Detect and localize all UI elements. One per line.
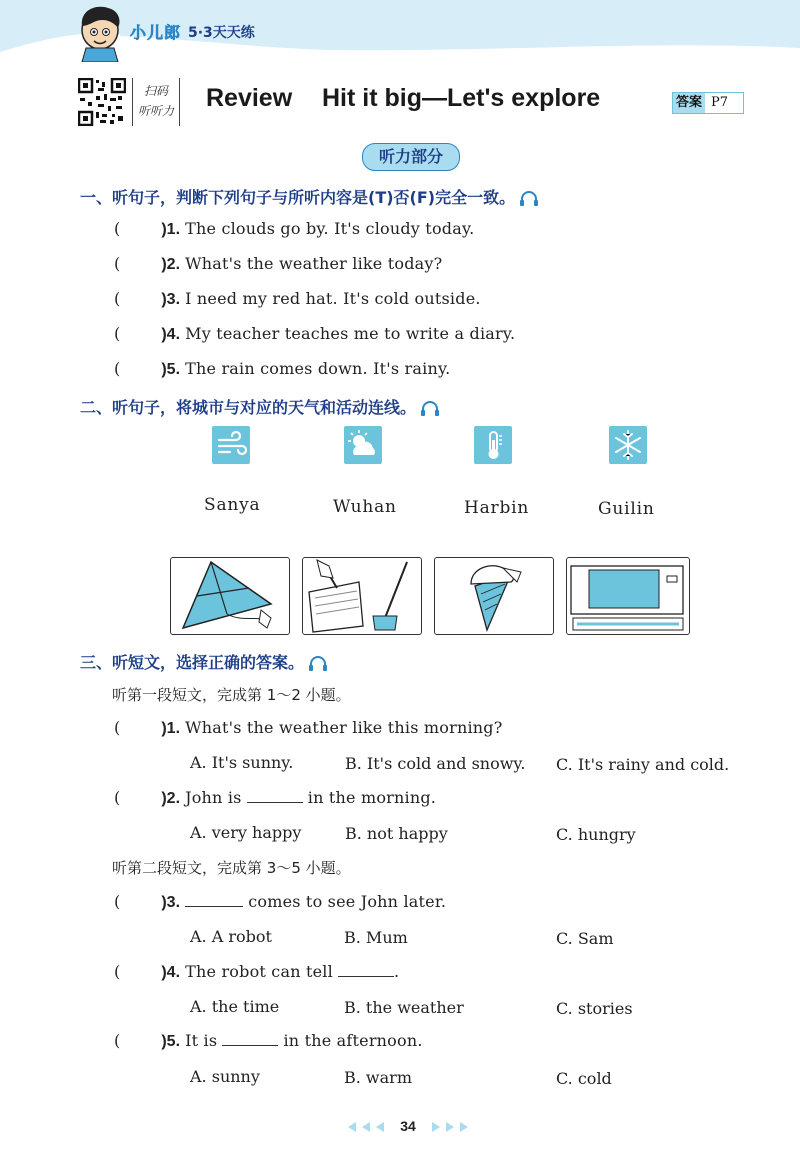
part3-heading-text: 三、听短文，选择正确的答案。 <box>80 653 305 672</box>
item-number: )5. <box>161 361 181 378</box>
city-label: Sanya <box>204 495 261 515</box>
question-number: )5. <box>161 1033 181 1050</box>
question-1: ( )1. What's the weather like this morning? <box>114 718 503 737</box>
option-a: A. A robot <box>190 927 272 946</box>
answer-blank <box>185 892 243 907</box>
question-text-pre: The robot can tell <box>185 962 333 981</box>
item-number: )4. <box>161 326 181 343</box>
scan-label-line1: 扫码 <box>143 84 168 98</box>
brand-book: 5·3天天练 <box>188 25 255 41</box>
headphone-icon <box>308 656 328 672</box>
city-label: Harbin <box>464 498 530 518</box>
kite-picture <box>170 557 290 635</box>
part1-heading <box>80 185 539 208</box>
prev-arrows-icon <box>346 1121 388 1133</box>
passage1-instruction: 听第一段短文，完成第 1～2 小题。 <box>112 686 351 704</box>
windy-icon <box>212 426 250 464</box>
hot-thermometer-icon <box>474 426 512 464</box>
scan-label-frame <box>132 78 180 126</box>
option-c: C. hungry <box>556 825 636 844</box>
question-5: ( )5. It is in the afternoon. <box>114 1031 423 1050</box>
question-text-post: comes to see John later. <box>248 892 447 911</box>
option-a: A. sunny <box>190 1067 260 1086</box>
item-text: I need my red hat. It's cold outside. <box>185 289 481 308</box>
headphone-icon <box>519 191 539 207</box>
question-text-post: in the morning. <box>307 788 437 807</box>
question-4: ( )4. The robot can tell . <box>114 962 400 981</box>
question-text: What's the weather like this morning? <box>185 718 503 737</box>
city-label: Wuhan <box>333 497 397 517</box>
question-number: )4. <box>161 964 181 981</box>
option-c: C. cold <box>556 1069 612 1088</box>
section-badge: 听力部分 <box>362 143 460 171</box>
option-a: A. very happy <box>190 823 302 842</box>
question-text-post: in the afternoon. <box>283 1031 423 1050</box>
question-number: )1. <box>161 720 181 737</box>
item-number: )1. <box>161 221 181 238</box>
sunny-cloudy-icon <box>344 426 382 464</box>
part1-item: ( )1. The clouds go by. It's cloudy today. <box>114 219 475 238</box>
mascot-boy-icon <box>72 4 128 62</box>
page-number: 34 <box>400 1118 416 1134</box>
part1-item: ( )3. I need my red hat. It's cold outside. <box>114 289 481 308</box>
answer-blank <box>247 788 303 803</box>
question-text-pre: It is <box>185 1031 218 1050</box>
answer-label: 答案 <box>673 93 705 113</box>
answer-page: P7 <box>711 95 729 110</box>
next-arrows-icon <box>428 1121 470 1133</box>
brand-series: 小儿郎 <box>130 23 182 42</box>
scan-label-line2: 听听力 <box>137 104 174 118</box>
item-number: )2. <box>161 256 181 273</box>
part1-heading-text: 一、听句子，判断下列句子与所听内容是(T)否(F)完全一致。 <box>80 188 516 207</box>
question-text-pre: John is <box>185 788 242 807</box>
snowflake-icon <box>609 426 647 464</box>
option-b: B. the weather <box>344 998 464 1017</box>
writing-and-sweeping-picture <box>302 557 422 635</box>
answer-blank <box>338 962 394 977</box>
part3-heading <box>80 650 328 673</box>
item-text: The clouds go by. It's cloudy today. <box>185 219 475 238</box>
option-b: B. not happy <box>345 824 448 843</box>
ice-cream-picture <box>434 557 554 635</box>
page-title: Hit it big—Let's explore <box>322 84 601 112</box>
option-c: C. stories <box>556 999 633 1018</box>
question-3: ( )3. comes to see John later. <box>114 892 447 911</box>
option-b: B. warm <box>344 1068 412 1087</box>
part1-item: ( )4. My teacher teaches me to write a diary. <box>114 324 516 343</box>
qr-code-icon <box>78 78 126 126</box>
part2-heading-text: 二、听句子，将城市与对应的天气和活动连线。 <box>80 398 417 417</box>
title-review: Review <box>206 84 293 112</box>
question-number: )3. <box>161 894 181 911</box>
part1-item: ( )2. What's the weather like today? <box>114 254 443 273</box>
item-number: )3. <box>161 291 181 308</box>
item-text: The rain comes down. It's rainy. <box>185 359 451 378</box>
item-text: What's the weather like today? <box>185 254 443 273</box>
answer-ref <box>672 92 744 114</box>
option-b: B. It's cold and snowy. <box>345 754 526 773</box>
headphone-icon <box>420 401 440 417</box>
city-label: Guilin <box>598 499 655 519</box>
option-b: B. Mum <box>344 928 408 947</box>
passage2-instruction: 听第二段短文，完成第 3～5 小题。 <box>112 859 351 877</box>
option-c: C. It's rainy and cold. <box>556 755 730 774</box>
option-a: A. It's sunny. <box>190 753 294 772</box>
part2-heading <box>80 395 440 418</box>
part1-item: ( )5. The rain comes down. It's rainy. <box>114 359 451 378</box>
question-number: )2. <box>161 790 181 807</box>
tv-picture <box>566 557 690 635</box>
option-a: A. the time <box>190 997 280 1016</box>
option-c: C. Sam <box>556 929 614 948</box>
item-text: My teacher teaches me to write a diary. <box>185 324 516 343</box>
question-2: ( )2. John is in the morning. <box>114 788 437 807</box>
answer-blank <box>222 1031 278 1046</box>
question-text-post: . <box>394 962 400 981</box>
